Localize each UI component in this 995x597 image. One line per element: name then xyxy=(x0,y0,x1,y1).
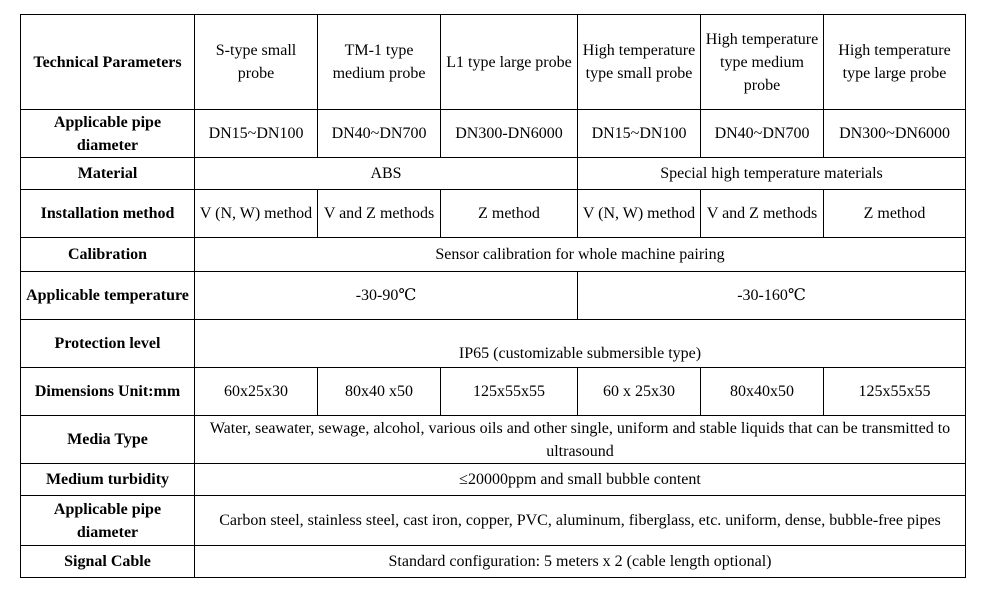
row-medium-turbidity xyxy=(21,464,966,496)
cell-value: Z method xyxy=(441,190,578,238)
row-material xyxy=(21,158,966,190)
row-installation-method xyxy=(21,190,966,238)
row-label: Dimensions Unit:mm xyxy=(21,368,195,416)
cell-value: 60x25x30 xyxy=(195,368,318,416)
row-label: Media Type xyxy=(21,416,195,464)
cell-value: V and Z methods xyxy=(318,190,441,238)
row-media-type xyxy=(21,416,966,464)
header-s-type-small-probe: S-type small probe xyxy=(195,15,318,110)
row-label: Applicable temperature xyxy=(21,272,195,320)
row-label: Material xyxy=(21,158,195,190)
header-tm1-medium-probe: TM-1 type medium probe xyxy=(318,15,441,110)
cell-value: 125x55x55 xyxy=(824,368,966,416)
cell-value: V and Z methods xyxy=(701,190,824,238)
row-label: Signal Cable xyxy=(21,546,195,578)
cell-value: 80x40x50 xyxy=(701,368,824,416)
technical-parameters-table xyxy=(20,14,966,578)
header-row xyxy=(21,15,966,110)
cell-media-type: Water, seawater, sewage, alcohol, various oils and other single, uniform and stable liquids that can be transmitted to ultrasound xyxy=(195,416,966,464)
row-label: Calibration xyxy=(21,238,195,272)
header-technical-parameters: Technical Parameters xyxy=(21,15,195,110)
header-l1-large-probe: L1 type large probe xyxy=(441,15,578,110)
cell-value: DN15~DN100 xyxy=(578,110,701,158)
cell-medium-turbidity: ≤20000ppm and small bubble content xyxy=(195,464,966,496)
cell-calibration: Sensor calibration for whole machine pairing xyxy=(195,238,966,272)
cell-material-standard: ABS xyxy=(195,158,578,190)
cell-signal-cable: Standard configuration: 5 meters x 2 (cable length optional) xyxy=(195,546,966,578)
cell-value: 80x40 x50 xyxy=(318,368,441,416)
cell-value: V (N, W) method xyxy=(578,190,701,238)
cell-value: DN15~DN100 xyxy=(195,110,318,158)
cell-value: V (N, W) method xyxy=(195,190,318,238)
row-pipe-diameter xyxy=(21,110,966,158)
row-label: Applicable pipe diameter xyxy=(21,496,195,546)
cell-value: DN40~DN700 xyxy=(701,110,824,158)
cell-value: Z method xyxy=(824,190,966,238)
row-signal-cable xyxy=(21,546,966,578)
header-high-temp-small-probe: High temperature type small probe xyxy=(578,15,701,110)
cell-protection-level: IP65 (customizable submersible type) xyxy=(195,320,966,368)
row-label: Protection level xyxy=(21,320,195,368)
row-protection-level xyxy=(21,320,966,368)
cell-value: DN40~DN700 xyxy=(318,110,441,158)
row-calibration xyxy=(21,238,966,272)
row-pipe-material xyxy=(21,496,966,546)
cell-temperature-high-temp: -30-160℃ xyxy=(578,272,966,320)
cell-value: DN300~DN6000 xyxy=(824,110,966,158)
row-label: Installation method xyxy=(21,190,195,238)
row-label: Medium turbidity xyxy=(21,464,195,496)
cell-value: DN300-DN6000 xyxy=(441,110,578,158)
row-dimensions xyxy=(21,368,966,416)
cell-value: 125x55x55 xyxy=(441,368,578,416)
cell-value: 60 x 25x30 xyxy=(578,368,701,416)
header-high-temp-medium-probe: High temperature type medium probe xyxy=(701,15,824,110)
row-applicable-temperature xyxy=(21,272,966,320)
cell-material-high-temp: Special high temperature materials xyxy=(578,158,966,190)
header-high-temp-large-probe: High temperature type large probe xyxy=(824,15,966,110)
cell-pipe-material: Carbon steel, stainless steel, cast iron, copper, PVC, aluminum, fiberglass, etc. uniform, dense, bubble-free pipes xyxy=(195,496,966,546)
row-label: Applicable pipe diameter xyxy=(21,110,195,158)
cell-temperature-standard: -30-90℃ xyxy=(195,272,578,320)
